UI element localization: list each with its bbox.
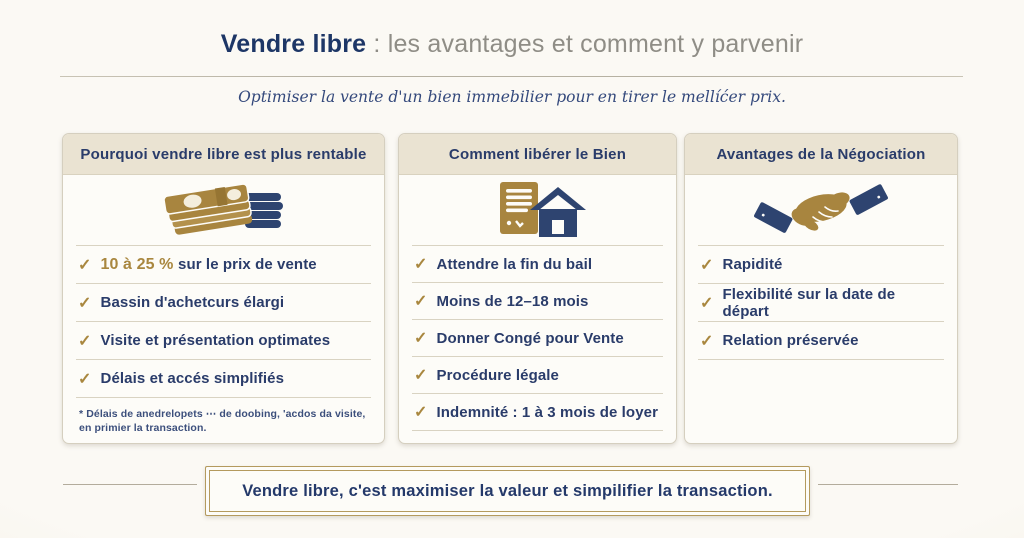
page-title [0,30,1024,59]
page-subtitle: Optimiser la vente d'un bien immebilier pour en tirer le mellíćer prix. [238,88,786,106]
page-title-rest: : les avantages et comment y parvenir [366,30,804,58]
card-rentable-list [63,246,384,398]
list-item [76,246,371,284]
card-liberer-header: Comment libérer le Bien [399,134,676,175]
card-liberer [398,133,677,444]
item-label: Bassin d'achetcurs élargi [100,294,285,311]
item-label: Visite et présentation optimates [100,332,331,349]
card-liberer-list [399,246,676,431]
card-negociation [684,133,958,444]
list-item [76,284,371,322]
check-icon: ✓ [78,332,92,350]
item-label: Indemnité : 1 à 3 mois de loyer [436,403,659,421]
title-divider [60,76,963,77]
card-negociation-list [685,246,957,360]
check-icon: ✓ [700,332,714,350]
list-item [698,284,944,322]
handshake-icon [698,175,944,246]
item-label: Attendre la fin du bail [436,255,593,273]
item-label: Procédure légale [436,366,560,384]
check-icon: ✓ [700,294,714,312]
banner-right-line [818,484,958,485]
check-icon: ✓ [78,294,92,312]
check-icon: ✓ [414,256,428,273]
page-title-highlight: Vendre libre [220,30,367,58]
list-item [698,246,944,284]
item-label: Délais et accés simplifiés [100,370,285,387]
item-label: Moins de 12–18 mois [436,292,589,310]
item-label: sur le prix de vente [178,255,317,273]
cards-row [62,133,958,444]
list-item [412,320,663,357]
check-icon: ✓ [700,256,714,274]
list-item [698,322,944,360]
item-label: Donner Congé pour Vente [436,329,624,347]
item-label: Relation préservée [722,332,859,349]
list-item [412,246,663,283]
card-negociation-header: Avantages de la Négociation [685,134,957,175]
list-item [76,322,371,360]
banner-left-line [63,484,197,485]
list-item [412,357,663,394]
document-house-icon [412,175,663,246]
check-icon: ✓ [414,330,428,347]
card-rentable-footnote: * Délais de anedrelopets ⋯ de doobing, 'acdos da visite, en primier la transaction. [79,408,366,435]
list-item [76,360,371,398]
check-icon: ✓ [414,404,428,421]
card-rentable-header: Pourquoi vendre libre est plus rentable [63,134,384,175]
item-highlight: 10 à 25 % [100,255,179,273]
item-label: Flexibilité sur la date de départ [722,285,896,320]
check-icon: ✓ [78,256,92,274]
money-stack-icon [76,175,371,246]
check-icon: ✓ [414,293,428,310]
check-icon: ✓ [414,367,428,384]
conclusion-text: Vendre libre, c'est maximiser la valeur et simpilifier la transaction. [242,481,773,500]
item-label: Rapidité [722,256,783,273]
check-icon: ✓ [78,370,92,388]
conclusion-banner [205,466,810,516]
list-item [412,283,663,320]
list-item [412,394,663,431]
card-rentable [62,133,385,444]
